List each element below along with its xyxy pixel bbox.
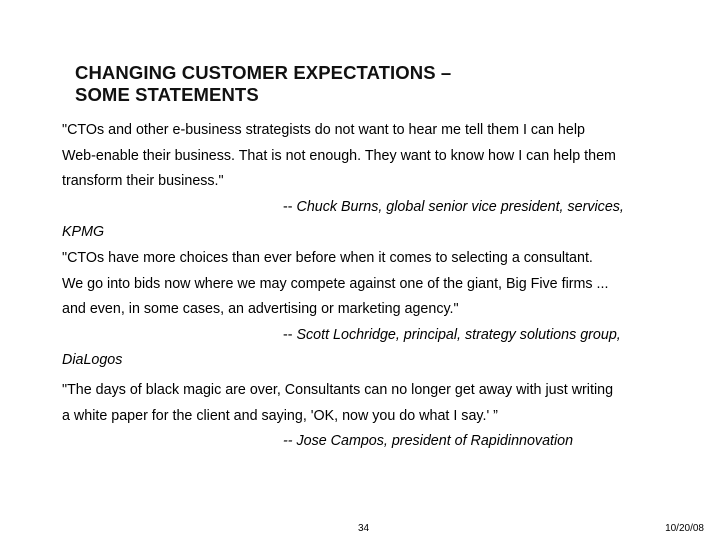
attribution-text: Scott Lochridge, principal, strategy solutions group, <box>296 326 621 343</box>
slide-date: 10/20/08 <box>665 523 704 534</box>
quote-line: "CTOs have more choices than ever before when it comes to selecting a consultant. <box>62 250 593 266</box>
title-line-2: SOME STATEMENTS <box>75 84 259 105</box>
attribution-prefix: -- <box>283 433 297 449</box>
quote-line: transform their business." <box>62 173 224 189</box>
quote-line: and even, in some cases, an advertising or marketing agency." <box>62 301 459 317</box>
quote-line: "The days of black magic are over, Consultants can no longer get away with just writing <box>62 382 614 398</box>
attribution-prefix: -- <box>283 198 297 215</box>
quote-line: Web-enable their business. That is not enough. They want to know how I can help them <box>62 147 616 164</box>
quote-attribution <box>62 323 702 349</box>
attribution-org: KPMG <box>62 224 105 240</box>
quote-line: "CTOs and other e-business strategists do not want to hear me tell them I can help <box>62 122 585 138</box>
page-number: 34 <box>358 523 370 534</box>
slide-title <box>75 62 451 106</box>
attribution-text: Jose Campos, president of Rapidinnovation <box>296 433 574 449</box>
attribution-text: Chuck Burns, global senior vice president, services, <box>296 198 624 215</box>
quote-burns <box>62 118 702 246</box>
quote-attribution <box>62 429 702 455</box>
quote-line: a white paper for the client and saying, 'OK, now you do what I say.' ” <box>62 407 498 424</box>
attribution-prefix: -- <box>283 326 297 343</box>
quote-campos <box>62 378 702 455</box>
quote-lochridge <box>62 246 702 374</box>
quote-attribution <box>62 195 702 221</box>
attribution-org: DiaLogos <box>62 352 123 368</box>
title-line-1: CHANGING CUSTOMER EXPECTATIONS – <box>75 62 452 83</box>
quote-line: We go into bids now where we may compete against one of the giant, Big Five firms ... <box>62 275 609 292</box>
